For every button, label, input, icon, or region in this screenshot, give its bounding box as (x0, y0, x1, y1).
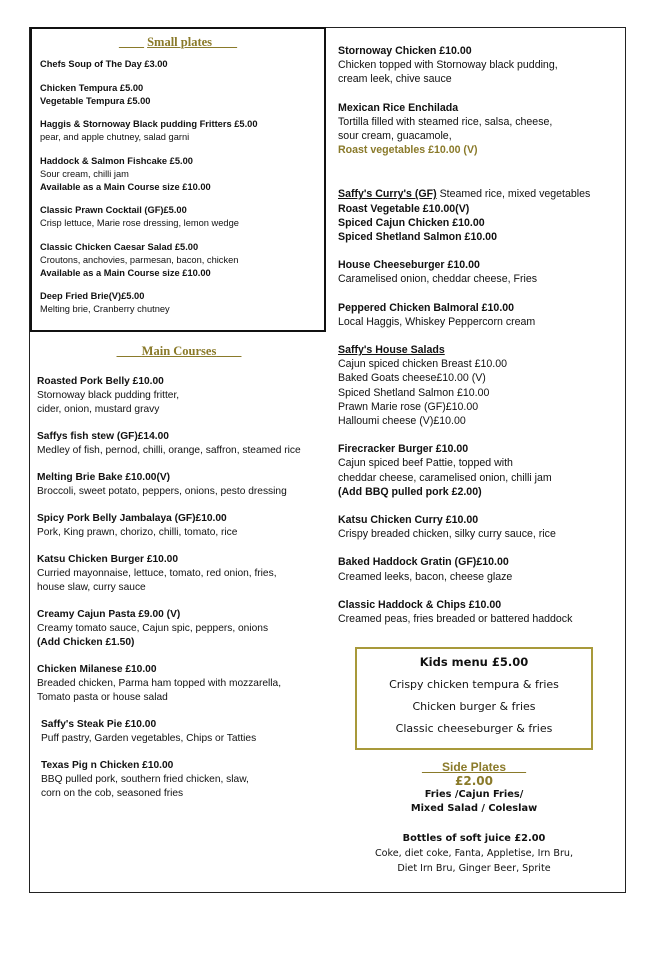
item-description: Tortilla filled with steamed rice, salsa, cheese, sour cream, guacamole, (338, 115, 553, 143)
item-name: Saffys fish stew (GF)£14.00 (37, 431, 169, 442)
juice-options: Coke, diet coke, Fanta, Appletise, Irn Bru, (374, 848, 574, 859)
item-name: Chicken Milanese £10.00 (37, 664, 157, 675)
item-description: Caramelised onion, cheddar cheese, Fries (338, 273, 538, 286)
item-name: Firecracker Burger £10.00 (338, 443, 469, 456)
item-description: Local Haggis, Whiskey Peppercorn cream (338, 315, 536, 328)
side-plates-section (355, 760, 593, 876)
menu-item (40, 58, 316, 71)
menu-item (338, 44, 618, 87)
small-plates-title: ____ Small plates____ (118, 35, 238, 49)
menu-item (37, 430, 329, 458)
curry-option: Spiced Cajun Chicken £10.00 (338, 216, 485, 229)
salad-option: Prawn Marie rose (GF)£10.00 (338, 400, 479, 413)
right-column (338, 44, 618, 640)
salad-option: Cajun spiced chicken Breast £10.00 (338, 358, 508, 371)
juice-title: Bottles of soft juice £2.00 (402, 833, 546, 844)
side-plates-price: £2.00 (455, 774, 493, 788)
item-name: Roasted Pork Belly £10.00 (37, 376, 164, 387)
menu-item (37, 718, 329, 746)
menu-item (40, 82, 316, 108)
item-name: Saffy's Steak Pie £10.00 (41, 719, 157, 730)
item-description: Creamed peas, fries breaded or battered haddock (338, 613, 573, 626)
item-description: Stornoway black pudding fritter, cider, onion, mustard gravy (37, 390, 180, 415)
item-extra: (Add Chicken £1.50) (37, 637, 135, 648)
item-name: Katsu Chicken Curry £10.00 (338, 514, 479, 527)
menu-item (37, 759, 329, 801)
curry-heading: Saffy's Curry's (GF) (338, 188, 437, 201)
salads-heading: Saffy's House Salads (338, 344, 445, 357)
side-plates-title: ___Side Plates___ (421, 760, 527, 774)
item-name: Chicken Tempura £5.00 Vegetable Tempura £5.00 (40, 82, 151, 106)
menu-item (338, 258, 618, 286)
curry-option: Spiced Shetland Salmon £10.00 (338, 231, 497, 244)
curry-heading-description: Steamed rice, mixed vegetables (436, 188, 591, 201)
small-plates-section (30, 27, 326, 332)
menu-item (37, 608, 329, 650)
kids-menu-box (355, 647, 593, 750)
kids-menu-item: Crispy chicken tempura & fries (389, 678, 559, 691)
item-name: Baked Haddock Gratin (GF)£10.00 (338, 556, 509, 569)
menu-item (40, 118, 316, 144)
kids-menu-item: Chicken burger & fries (412, 700, 536, 713)
item-name: Haddock & Salmon Fishcake £5.00 (40, 155, 193, 166)
item-description: Medley of fish, pernod, chilli, orange, saffron, steamed rice (37, 445, 301, 456)
item-extra: (Add BBQ pulled pork £2.00) (338, 485, 482, 498)
item-name: Haggis & Stornoway Black pudding Fritters £5.00 (40, 119, 258, 130)
item-description: BBQ pulled pork, southern fried chicken, slaw, corn on the cob, seasoned fries (41, 774, 249, 799)
item-description: Cajun spiced beef Pattie, topped with cheddar cheese, caramelised onion, chilli jam (338, 457, 552, 484)
salad-option: Baked Goats cheese£10.00 (V) (338, 372, 486, 385)
item-description: Creamy tomato sauce, Cajun spic, peppers, onions (37, 623, 269, 634)
item-description: Broccoli, sweet potato, peppers, onions, pesto dressing (37, 486, 287, 497)
item-name: Katsu Chicken Burger £10.00 (37, 554, 178, 565)
item-description: Curried mayonnaise, lettuce, tomato, red onion, fries, house slaw, curry sauce (37, 568, 277, 593)
side-plates-options: Mixed Salad / Coleslaw (410, 803, 538, 814)
menu-item (40, 155, 316, 193)
main-courses-title: ____Main Courses____ (116, 344, 242, 358)
item-variant-price: Roast vegetables £10.00 (V) (338, 144, 478, 157)
curry-section (338, 187, 618, 244)
menu-item (40, 290, 316, 316)
menu-item (37, 512, 329, 540)
item-description: Chicken topped with Stornoway black pudding, cream leek, chive sauce (338, 59, 558, 86)
side-plates-options: Fries /Cajun Fries/ (424, 789, 524, 800)
item-name: Stornoway Chicken £10.00 (338, 45, 472, 57)
item-description: Puff pastry, Garden vegetables, Chips or Tatties (41, 733, 257, 744)
menu-item (338, 555, 618, 583)
kids-menu-item: Classic cheeseburger & fries (395, 722, 553, 735)
menu-item (338, 101, 618, 158)
item-name: Mexican Rice Enchilada (338, 101, 459, 114)
main-courses-section (37, 344, 329, 814)
kids-menu-title: Kids menu £5.00 (419, 655, 529, 669)
item-description: Creamed leeks, bacon, cheese glaze (338, 570, 513, 583)
menu-item (37, 663, 329, 705)
menu-item (338, 442, 618, 499)
item-description: pear, and apple chutney, salad garni (40, 132, 190, 143)
item-name: Texas Pig n Chicken £10.00 (41, 760, 174, 771)
menu-item (37, 471, 329, 499)
menu-item (37, 375, 329, 417)
menu-item (338, 513, 618, 541)
item-name: Spicy Pork Belly Jambalaya (GF)£10.00 (37, 513, 227, 524)
item-description: Sour cream, chilli jam (40, 168, 129, 179)
menu-item (40, 241, 316, 279)
item-name: Classic Prawn Cocktail (GF)£5.00 (40, 205, 187, 216)
item-name: Melting Brie Bake £10.00(V) (37, 472, 171, 483)
curry-option: Roast Vegetable £10.00(V) (338, 202, 470, 215)
item-name: House Cheeseburger £10.00 (338, 259, 480, 272)
juice-options: Diet Irn Bru, Ginger Beer, Sprite (397, 863, 551, 874)
item-name: Deep Fried Brie(V)£5.00 (40, 291, 145, 302)
item-description: Crispy breaded chicken, silky curry sauce, rice (338, 528, 556, 541)
item-extra: Available as a Main Course size £10.00 (40, 181, 211, 192)
item-description: Pork, King prawn, chorizo, chilli, tomato, rice (37, 527, 238, 538)
item-name: Peppered Chicken Balmoral £10.00 (338, 301, 515, 314)
item-name: Chefs Soup of The Day £3.00 (40, 59, 168, 69)
menu-item (37, 553, 329, 595)
salads-section (338, 343, 618, 428)
item-name: Classic Haddock & Chips £10.00 (338, 598, 502, 611)
salad-option: Spiced Shetland Salmon £10.00 (338, 386, 490, 399)
item-description: Croutons, anchovies, parmesan, bacon, chicken (40, 254, 239, 265)
item-name: Creamy Cajun Pasta £9.00 (V) (37, 609, 181, 620)
item-extra: Available as a Main Course size £10.00 (40, 267, 211, 278)
item-description: Melting brie, Cranberry chutney (40, 304, 170, 315)
menu-item (338, 598, 618, 626)
item-name: Classic Chicken Caesar Salad £5.00 (40, 241, 199, 252)
item-description: Crisp lettuce, Marie rose dressing, lemon wedge (40, 218, 239, 229)
salad-option: Halloumi cheese (V)£10.00 (338, 415, 466, 428)
item-description: Breaded chicken, Parma ham topped with mozzarella, Tomato pasta or house salad (37, 678, 282, 703)
menu-item (40, 204, 316, 230)
menu-item (338, 301, 618, 329)
